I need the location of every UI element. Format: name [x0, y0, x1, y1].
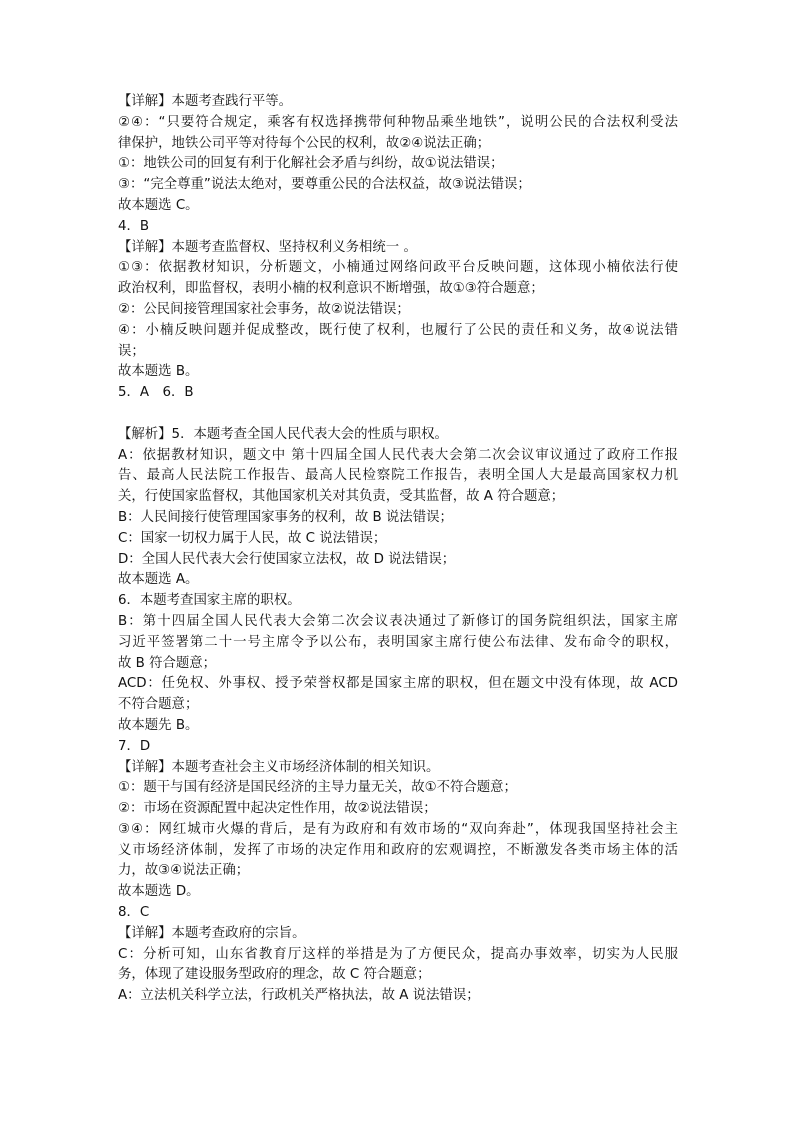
text-line: B：第十四届全国人民代表大会第二次会议表决通过了新修订的国务院组织法，国家主席 — [118, 613, 678, 629]
text-line: 【详解】本题考查践行平等。 — [118, 94, 293, 109]
text-line: ③④：网红城市火爆的背后，是有为政府和有效市场的“双向奔赴”，体现我国坚持社会主 — [118, 821, 678, 837]
text-line: 关，行使国家监督权，其他国家机关对其负责，受其监督，故 A 符合题意； — [118, 489, 565, 505]
blank-line — [118, 404, 678, 425]
text-line: ACD：任免权、外事权、授予荣誉权都是国家主席的职权，但在题文中没有体现，故 ACD — [118, 676, 678, 692]
text-line: 政治权利，即监督权，表明小楠的权利意识不断增强，故①③符合题意； — [118, 281, 544, 297]
text-line: ②④：“只要符合规定，乘客有权选择携带何种物品乘坐地铁”，说明公民的合法权利受法 — [118, 114, 678, 130]
text-line: 【详解】本题考查政府的宗旨。 — [118, 925, 306, 941]
text-line: 误； — [118, 343, 145, 359]
text-line: D：全国人民代表大会行使国家立法权，故 D 说法错误； — [118, 551, 456, 567]
text-line: 5．A 6．B — [118, 385, 194, 401]
text-line: 故本题选 C。 — [118, 197, 199, 213]
text-line: B：人民间接行使管理国家事务的权利，故 B 说法错误； — [118, 509, 453, 525]
text-line: 7．D — [118, 738, 151, 754]
text-line: 故本题先 B。 — [118, 717, 199, 733]
text-line: 4．B — [118, 218, 150, 234]
text-line: 【详解】本题考查社会主义市场经济体制的相关知识。 — [118, 759, 440, 775]
text-line: 故本题选 A。 — [118, 572, 199, 588]
text-line: 【解析】5．本题考查全国人民代表大会的性质与职权。 — [118, 426, 448, 442]
text-line: 【详解】本题考查监督权、坚持权利义务相统一 。 — [118, 239, 417, 255]
text-line: ①③：依据教材知识，分析题文，小楠通过网络问政平台反映问题，这体现小楠依法行使 — [118, 260, 678, 276]
text-line: 故 B 符合题意； — [118, 655, 217, 671]
text-line: ①：地铁公司的回复有利于化解社会矛盾与纠纷，故①说法错误； — [118, 156, 504, 172]
text-line: A：立法机关科学立法，行政机关严格执法，故 A 说法错误； — [118, 988, 480, 1004]
text-line: ②：公民间接管理国家社会事务，故②说法错误； — [118, 301, 410, 317]
text-line: 务，体现了建设服务型政府的理念，故 C 符合题意； — [118, 967, 431, 983]
text-line: ④：小楠反映问题并促成整改，既行使了权利，也履行了公民的责任和义务，故④说法错 — [118, 322, 678, 338]
text-line: ②：市场在资源配置中起决定性作用，故②说法错误； — [118, 801, 437, 817]
text-line: 故本题选 B。 — [118, 364, 199, 380]
text-line: 6．本题考查国家主席的职权。 — [118, 593, 301, 609]
text-line: ①：题干与国有经济是国民经济的主导力量无关，故①不符合题意； — [118, 780, 517, 796]
text-line: 力，故③④说法正确； — [118, 863, 250, 879]
text-line: 8．C — [118, 905, 150, 921]
text-line: C：国家一切权力属于人民，故 C 说法错误； — [118, 530, 387, 546]
text-line: 律保护，地铁公司平等对待每个公民的权利，故②④说法正确； — [118, 135, 491, 151]
text-line: 告、最高人民法院工作报告、最高人民检察院工作报告，表明全国人大是最高国家权力机 — [118, 468, 678, 484]
text-line: 不符合题意； — [118, 697, 199, 713]
text-line: A：依据教材知识，题文中 第十四届全国人民代表大会第二次会议审议通过了政府工作报 — [118, 447, 678, 463]
answer-explanation-document — [118, 92, 678, 1007]
text-line: 义市场经济体制，发挥了市场的决定作用和政府的宏观调控，不断激发各类市场主体的活 — [118, 842, 678, 858]
text-line: ③：“完全尊重”说法太绝对，要尊重公民的合法权益，故③说法错误； — [118, 177, 531, 193]
text-line: 习近平签署第二十一号主席令予以公布，表明国家主席行使公布法律、发布命令的职权， — [118, 634, 678, 650]
text-line: 故本题选 D。 — [118, 884, 200, 900]
text-line: C：分析可知，山东省教育厅这样的举措是为了方便民众，提高办事效率，切实为人民服 — [118, 946, 678, 962]
